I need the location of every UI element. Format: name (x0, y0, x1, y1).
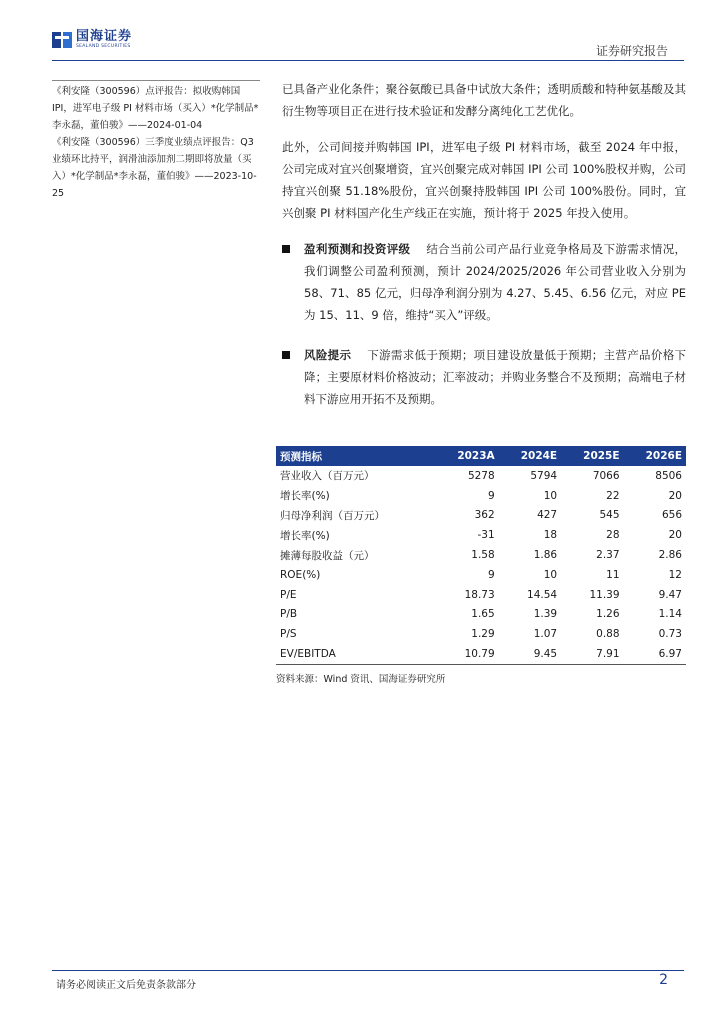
table-row (276, 565, 686, 585)
table-cell: 362 (474, 509, 495, 522)
table-cell: 2.37 (596, 549, 620, 562)
logo-cn-text: 国海证券 (76, 29, 133, 44)
table-row (276, 624, 686, 644)
logo-en-text: SEALAND SECURITIES (76, 44, 131, 49)
table-row-label: EV/EBITDA (276, 644, 435, 664)
table-header-cell: 2025E (561, 446, 623, 466)
bullet-square-icon (282, 245, 290, 253)
table-cell: -31 (477, 529, 495, 542)
table-cell: 6.97 (624, 644, 686, 664)
risk-warning-section (282, 344, 686, 410)
table-cell: 7.91 (561, 644, 623, 664)
related-reports-rule (52, 80, 260, 81)
table-cell: 9.45 (499, 644, 561, 664)
table-row (276, 466, 686, 486)
table-cell: 10.79 (435, 644, 499, 664)
table-cell: 12 (668, 568, 682, 581)
table-header-cell: 2024E (499, 446, 561, 466)
table-cell: 20 (668, 489, 682, 502)
table-cell: 9 (487, 568, 495, 581)
related-report-item[interactable]: 《利安隆（300596）点评报告：拟收购韩国 IPI，进军电子级 PI 材料市场（买入）*化学制品*李永磊，董伯骏》——2024-01-04 (52, 86, 259, 131)
footer-disclaimer: 请务必阅读正文后免责条款部分 (56, 980, 196, 991)
footer-divider (52, 970, 684, 971)
table-row-label: P/B (280, 608, 298, 621)
table-cell: 5278 (467, 469, 495, 482)
table-row (276, 506, 686, 526)
table-header-cell: 2026E (624, 446, 686, 466)
table-cell: 18 (543, 529, 558, 542)
table-row (276, 545, 686, 565)
body-paragraph: 此外，公司间接并购韩国 IPI，进军电子级 PI 材料市场，截至 2024 年中报，公司完成对宜兴创聚增资，宜兴创聚完成对韩国 IPI 公司 100%股权并购，公司持宜兴创聚 51.18%股份，宜兴创聚持股韩国 IPI 公司 100%股份。同时，宜兴创聚 PI 材料国产化生产线正在实施，预计将于 2025 年投入使用。 (282, 140, 686, 220)
risk-warning-text: 下游需求低于预期；项目建设放量低于预期；主营产品价格下降；主要原材料价格波动；汇率波动；并购业务整合不及预期；高端电子材料下游应用开拓不及预期。 (304, 348, 687, 406)
table-cell: 1.65 (471, 608, 495, 621)
report-type-label: 证券研究报告 (595, 44, 668, 58)
table-cell: 11 (606, 568, 620, 581)
table-row-label: 增长率(%) (280, 490, 330, 503)
earnings-forecast-section (282, 238, 686, 326)
related-reports (52, 80, 262, 202)
earnings-forecast-heading: 盈利预测和投资评级 (304, 242, 411, 256)
table-cell: 11.39 (589, 588, 620, 601)
table-header-cell: 2023A (435, 446, 499, 466)
table-cell: 5794 (530, 469, 558, 482)
table-row (276, 486, 686, 506)
table-row-label: 摊薄每股收益（元） (280, 549, 375, 562)
table-source-note: 资料来源：Wind 资讯、国海证券研究所 (276, 673, 446, 685)
table-cell: 0.73 (658, 628, 682, 641)
table-row-label: 归母净利润（百万元） (280, 509, 385, 522)
earnings-forecast-text: 结合当前公司产品行业竞争格局及下游需求情况，我们调整公司盈利预测，预计 2024/2025/2026 年公司营业收入分别为 58、71、85 亿元，归母净利润分别为 4.27、5.45、6.56 亿元，对应 PE 为 15、11、9 倍，维持“买入”评级。 (304, 242, 687, 322)
table-cell: 1.29 (471, 628, 495, 641)
related-report-item[interactable]: 《利安隆（300596）三季度业绩点评报告：Q3 业绩环比持平，润滑油添加剂二期即将放量（买入）*化学制品*李永磊，董伯骏》——2023-10-25 (52, 137, 257, 199)
table-header-row (276, 446, 686, 466)
table-cell: 14.54 (527, 588, 558, 601)
table-cell: 427 (537, 509, 558, 522)
page-number: 2 (659, 972, 668, 988)
company-logo (52, 30, 132, 50)
table-row (276, 644, 686, 664)
table-cell: 20 (668, 529, 682, 542)
table-header-cell: 预测指标 (276, 446, 435, 466)
risk-warning-heading: 风险提示 (304, 348, 352, 362)
table-row (276, 525, 686, 545)
table-cell: 545 (599, 509, 620, 522)
table-cell: 1.07 (533, 628, 558, 641)
table-cell: 9 (487, 489, 495, 502)
bullet-square-icon (282, 351, 290, 359)
table-cell: 28 (606, 529, 620, 542)
table-cell: 8506 (655, 469, 682, 482)
body-paragraph: 已具备产业化条件；聚谷氨酸已具备中试放大条件；透明质酸和特种氨基酸及其衍生物等项目正在进行技术验证和发酵分离纯化工艺优化。 (282, 82, 686, 118)
table-row (276, 585, 686, 605)
table-cell: 7066 (592, 469, 620, 482)
table-cell: 18.73 (464, 588, 495, 601)
table-cell: 1.58 (471, 549, 495, 562)
forecast-table-container (276, 446, 686, 685)
header-divider (52, 60, 684, 61)
forecast-table (276, 446, 686, 665)
table-row-label: ROE(%) (280, 568, 321, 581)
table-cell: 1.14 (658, 608, 682, 621)
table-cell: 1.26 (596, 608, 620, 621)
table-cell: 10 (543, 568, 558, 581)
table-cell: 22 (606, 489, 620, 502)
main-body (282, 78, 686, 410)
table-cell: 1.39 (533, 608, 558, 621)
logo-mark-icon (52, 30, 72, 50)
table-row-label: P/S (280, 628, 297, 641)
table-cell: 10 (543, 489, 558, 502)
table-cell: 0.88 (596, 628, 620, 641)
table-cell: 2.86 (658, 549, 682, 562)
table-row-label: P/E (280, 588, 297, 601)
table-row-label: 营业收入（百万元） (280, 470, 375, 483)
table-cell: 656 (661, 509, 682, 522)
table-row-label: 增长率(%) (280, 529, 330, 542)
table-cell: 1.86 (533, 549, 558, 562)
table-cell: 9.47 (658, 588, 682, 601)
table-row (276, 605, 686, 625)
